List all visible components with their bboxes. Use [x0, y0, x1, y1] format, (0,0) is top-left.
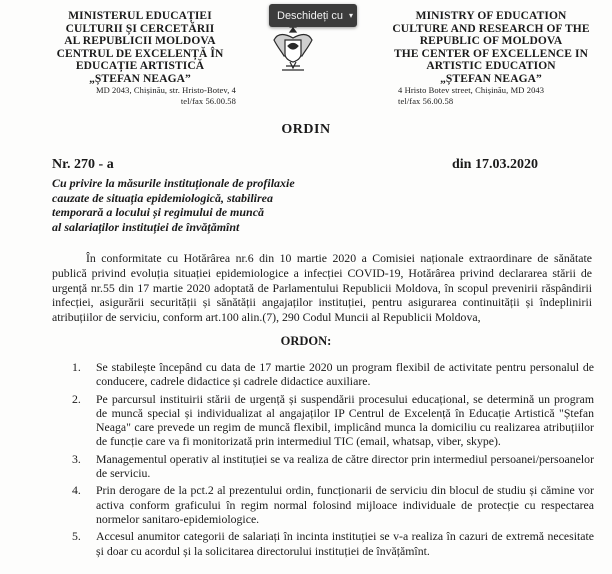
order-date: din 17.03.2020	[452, 157, 538, 172]
list-item	[72, 452, 594, 481]
letterhead-line: MINISTRY OF EDUCATION	[415, 10, 567, 22]
subject-line: Cu privire la măsurile instituționale de profilaxie	[52, 176, 295, 190]
item-text: Se stabilește începând cu data de 17 martie 2020 un program flexibil de activitate pentru personalul de conducere, cadrele didactice și cadrele didactice auxiliare.	[96, 360, 594, 389]
open-with-button[interactable]	[269, 4, 357, 27]
subject-line: cauzate de situația epidemiologică, stabilirea	[52, 190, 273, 205]
list-item	[72, 392, 594, 449]
letterhead-line: „ȘTEFAN NEAGA”	[440, 72, 542, 85]
ordon-heading: ORDON:	[280, 334, 332, 348]
order-items-list	[72, 360, 594, 561]
letterhead-line: REPUBLIC OF MOLDOVA	[419, 35, 563, 47]
item-text: Managementul operativ al instituției se va realiza de către director prin intermediul persoanei/persoanelor de serviciu.	[96, 451, 594, 481]
list-item	[72, 483, 594, 526]
item-number: 3.	[72, 451, 81, 466]
letterhead-left	[26, 10, 254, 107]
letterhead-line: CULTURII ȘI CERCETĂRII	[65, 22, 215, 35]
item-number: 5.	[72, 529, 81, 544]
letterhead-line: „ȘTEFAN NEAGA”	[89, 72, 191, 85]
order-subject	[52, 176, 295, 234]
letterhead-line: MINISTERUL EDUCAȚIEI	[68, 10, 212, 22]
letterhead-right	[378, 10, 604, 107]
subject-line: temporară a locului și regimului de muncă	[52, 205, 265, 219]
list-item	[72, 360, 594, 389]
letterhead-address: 4 Hristo Botev street, Chișinău, MD 2043	[398, 85, 545, 95]
item-number: 1.	[72, 360, 81, 374]
item-text: Accesul anumitor categorii de salariați în incinta instituției se v-a realiza în cazuri de extremă necesitate și doar cu acordul și la solicitarea directorului instituției de învățămînt.	[96, 529, 594, 558]
letterhead-phone: tel/fax 56.00.58	[180, 96, 236, 106]
item-text: Pe parcursul instituirii stării de urgență și suspendării procesului educațional, se determină un program de muncă special și individualizat al angajaților IP Centrul de Excelență în Educație Artistică "Ștefan Neaga" care prevede un regim de muncă flexibil, implicând munca la domiciliu cu realizarea atribuțiilor de funcție care va fi monitorizată prin intermediul TIC (email, whatsap, viber, skype).	[96, 391, 594, 449]
letterhead-line: CENTRUL DE EXCELENȚĂ ÎN	[56, 47, 224, 60]
document-title: ORDIN	[281, 122, 331, 137]
letterhead-line: THE CENTER OF EXCELLENCE IN	[394, 47, 588, 60]
letterhead-address: MD 2043, Chișinău, str. Hristo-Botev, 4	[95, 85, 236, 95]
moldova-coat-of-arms-icon	[268, 22, 318, 78]
subject-line: al salariaților instituției de învățămînt	[52, 219, 240, 234]
letterhead-line: CULTURE AND RESEARCH OF THE	[392, 22, 590, 35]
letterhead-line: AL REPUBLICII MOLDOVA	[64, 35, 216, 47]
preamble-text: În conformitate cu Hotărârea nr.6 din 10 martie 2020 a Comisiei naționale extraordinare de sănătate publică privind evoluția situației epidemiologice a infecției COVID-19, Hotărârea privind declararea stării de urgență nr.55 din 17 martie 2020 adoptată de Parlamentului Republicii Moldova, în scopul prevenirii răspândirii infecției, asigurării securității și sănătății angajaților instituției, pentru asigurarea continuității și îndeplinirii atribuțiilor de serviciu, conform art.100 alin.(7), 290 Codul Muncii al Republicii Moldova,	[52, 251, 592, 325]
letterhead-phone: tel/fax 56.00.58	[398, 96, 454, 106]
chevron-down-icon: ▾	[349, 11, 354, 20]
letterhead-line: EDUCAȚIE ARTISTICĂ	[75, 60, 205, 72]
item-text: Prin derogare de la pct.2 al prezentului ordin, funcționarii de serviciu din blocul de studiu și cămine vor activa conform graficului în regim normal folosind mijloace individuale de protecție cu respectarea normelor sanitaro-epidemiologice.	[96, 483, 594, 526]
item-number: 2.	[72, 391, 81, 406]
letterhead-line: ARTISTIC EDUCATION	[426, 60, 556, 72]
open-with-label: Deschideți cu	[277, 9, 344, 22]
preamble-paragraph	[52, 251, 592, 325]
item-number: 4.	[72, 483, 81, 498]
list-item	[72, 529, 594, 558]
order-number: Nr. 270 - a	[52, 157, 114, 172]
